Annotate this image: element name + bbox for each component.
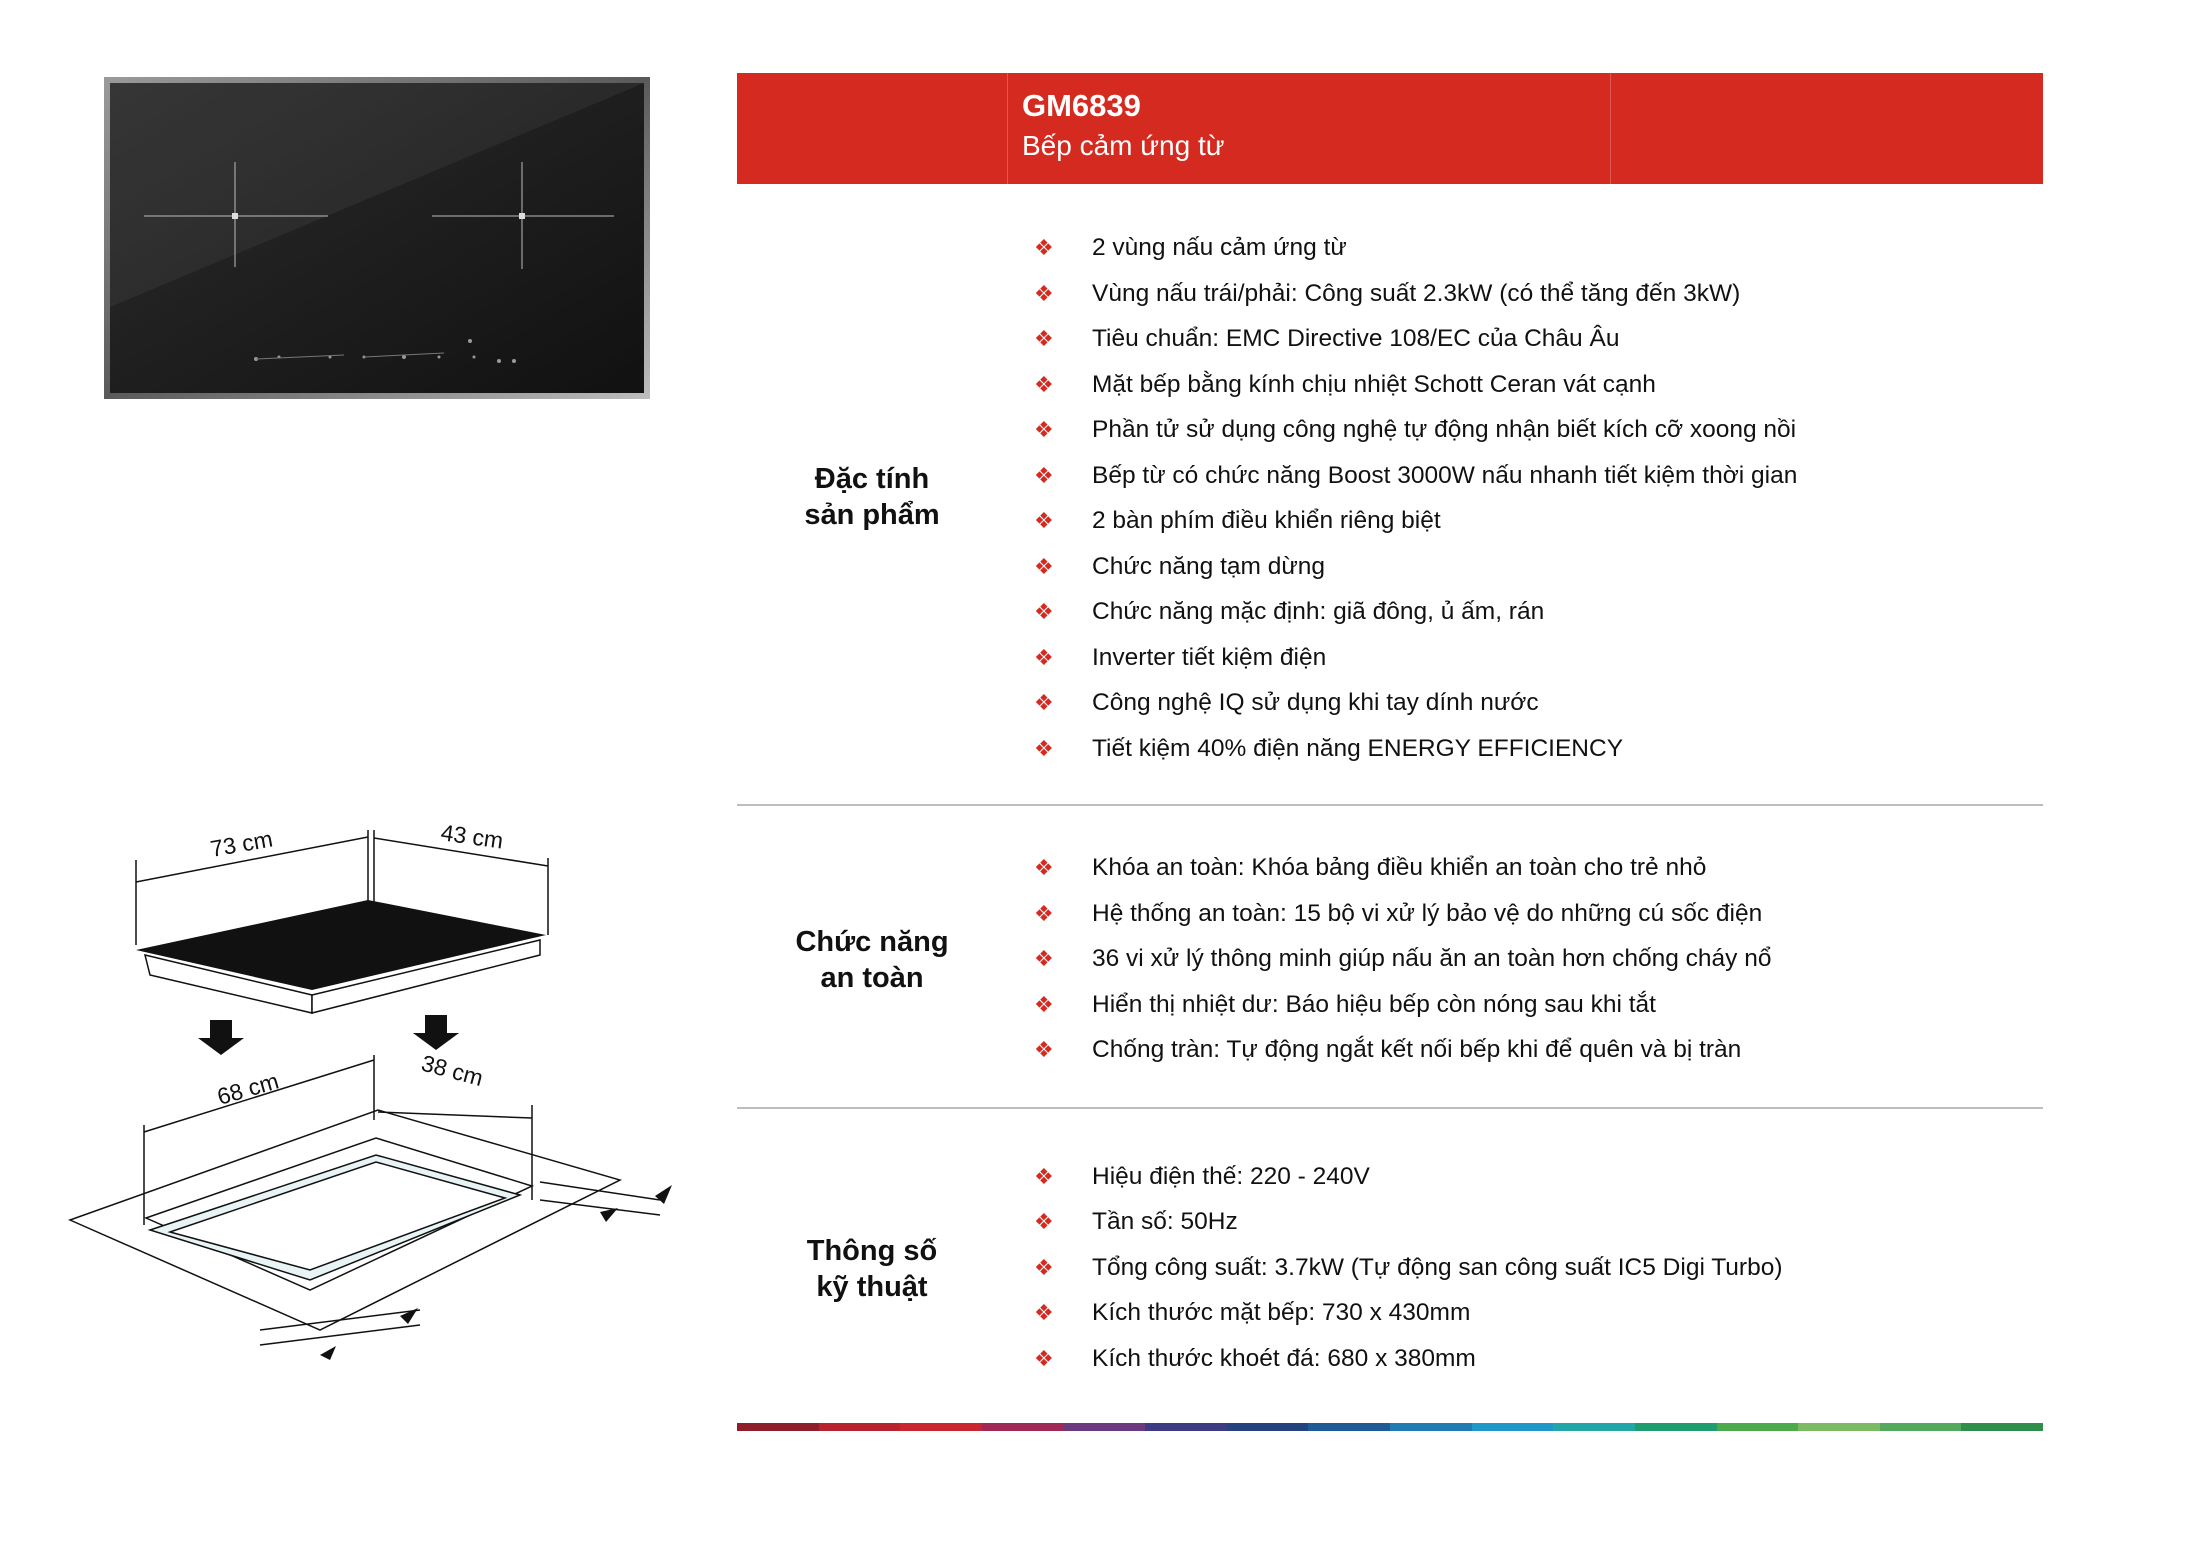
list-item: ❖ Inverter tiết kiệm điện xyxy=(1034,644,1327,671)
list-item: ❖ Khóa an toàn: Khóa bảng điều khiển an toàn cho trẻ nhỏ xyxy=(1034,854,1707,881)
list-item: ❖ 36 vi xử lý thông minh giúp nấu ăn an toàn hơn chống cháy nổ xyxy=(1034,945,1772,972)
list-item: ❖ Tần số: 50Hz xyxy=(1034,1208,1238,1235)
installation-dimension-diagram xyxy=(60,800,680,1360)
diamond-bullet-icon: ❖ xyxy=(1034,1346,1054,1371)
diamond-bullet-icon: ❖ xyxy=(1034,508,1054,533)
diamond-bullet-icon: ❖ xyxy=(1034,946,1054,971)
color-bar-segment xyxy=(819,1423,901,1431)
color-bar-segment xyxy=(1961,1423,2043,1431)
diamond-bullet-icon: ❖ xyxy=(1034,690,1054,715)
list-item: ❖ Vùng nấu trái/phải: Công suất 2.3kW (có thể tăng đến 3kW) xyxy=(1034,280,1741,307)
diamond-bullet-icon: ❖ xyxy=(1034,855,1054,880)
list-item: ❖ Tiêu chuẩn: EMC Directive 108/EC của Châu Âu xyxy=(1034,325,1620,352)
list-item: ❖ Bếp từ có chức năng Boost 3000W nấu nhanh tiết kiệm thời gian xyxy=(1034,462,1798,489)
color-bar-segment xyxy=(1227,1423,1309,1431)
section-title-features: Đặc tính sản phẩm xyxy=(804,463,940,531)
list-item: ❖ Tổng công suất: 3.7kW (Tự động san công suất IC5 Digi Turbo) xyxy=(1034,1254,1783,1281)
color-bar-segment xyxy=(1635,1423,1717,1431)
diamond-bullet-icon: ❖ xyxy=(1034,599,1054,624)
diamond-bullet-icon: ❖ xyxy=(1034,554,1054,579)
brand-color-bar xyxy=(737,1423,2043,1431)
dimension-label: 43 cm xyxy=(439,819,505,854)
diamond-bullet-icon: ❖ xyxy=(1034,372,1054,397)
list-item: ❖ Phần tử sử dụng công nghệ tự động nhận biết kích cỡ xoong nồi xyxy=(1034,416,1797,443)
list-item: ❖ Chức năng tạm dừng xyxy=(1034,553,1326,580)
list-item: ❖ 2 bàn phím điều khiển riêng biệt xyxy=(1034,507,1441,534)
diamond-bullet-icon: ❖ xyxy=(1034,417,1054,442)
cooktop-product-image xyxy=(104,77,650,399)
list-item: ❖ Hệ thống an toàn: 15 bộ vi xử lý bảo vệ do những cú sốc điện xyxy=(1034,900,1763,927)
color-bar-segment xyxy=(982,1423,1064,1431)
color-bar-segment xyxy=(1880,1423,1962,1431)
product-subtitle: Bếp cảm ứng từ xyxy=(1022,130,1225,161)
color-bar-segment xyxy=(737,1423,819,1431)
color-bar-segment xyxy=(1390,1423,1472,1431)
section-title-safety: Chức năng an toàn xyxy=(795,926,949,994)
dimension-label: 73 cm xyxy=(208,825,275,862)
dimension-label: 38 cm xyxy=(418,1049,486,1092)
list-item: ❖ Kích thước khoét đá: 680 x 380mm xyxy=(1034,1345,1476,1372)
list-item: ❖ Tiết kiệm 40% điện năng ENERGY EFFICIENCY xyxy=(1034,735,1624,762)
dimension-label: 68 cm xyxy=(214,1067,282,1110)
color-bar-segment xyxy=(1472,1423,1554,1431)
diamond-bullet-icon: ❖ xyxy=(1034,901,1054,926)
diamond-bullet-icon: ❖ xyxy=(1034,1209,1054,1234)
list-item: ❖ Kích thước mặt bếp: 730 x 430mm xyxy=(1034,1299,1471,1326)
color-bar-segment xyxy=(1308,1423,1390,1431)
diamond-bullet-icon: ❖ xyxy=(1034,1300,1054,1325)
section-divider xyxy=(737,1107,2043,1109)
list-item: ❖ Hiệu điện thế: 220 - 240V xyxy=(1034,1163,1370,1190)
list-item: ❖ Chống tràn: Tự động ngắt kết nối bếp khi để quên và bị tràn xyxy=(1034,1036,1742,1063)
diamond-bullet-icon: ❖ xyxy=(1034,645,1054,670)
diamond-bullet-icon: ❖ xyxy=(1034,736,1054,761)
section-title-specs: Thông số kỹ thuật xyxy=(806,1235,938,1303)
diamond-bullet-icon: ❖ xyxy=(1034,1037,1054,1062)
list-item: ❖ 2 vùng nấu cảm ứng từ xyxy=(1034,234,1347,261)
list-item: ❖ Hiển thị nhiệt dư: Báo hiệu bếp còn nóng sau khi tắt xyxy=(1034,991,1656,1018)
model-number: GM6839 xyxy=(1022,88,1141,123)
diamond-bullet-icon: ❖ xyxy=(1034,992,1054,1017)
list-item: ❖ Mặt bếp bằng kính chịu nhiệt Schott Ceran vát cạnh xyxy=(1034,371,1656,398)
color-bar-segment xyxy=(1064,1423,1146,1431)
diamond-bullet-icon: ❖ xyxy=(1034,463,1054,488)
diamond-bullet-icon: ❖ xyxy=(1034,235,1054,260)
diamond-bullet-icon: ❖ xyxy=(1034,281,1054,306)
color-bar-segment xyxy=(1145,1423,1227,1431)
section-divider xyxy=(737,804,2043,806)
color-bar-segment xyxy=(1717,1423,1799,1431)
list-item: ❖ Chức năng mặc định: giã đông, ủ ấm, rán xyxy=(1034,598,1545,625)
color-bar-segment xyxy=(900,1423,982,1431)
color-bar-segment xyxy=(1553,1423,1635,1431)
diamond-bullet-icon: ❖ xyxy=(1034,1255,1054,1280)
color-bar-segment xyxy=(1798,1423,1880,1431)
diamond-bullet-icon: ❖ xyxy=(1034,326,1054,351)
diamond-bullet-icon: ❖ xyxy=(1034,1164,1054,1189)
list-item: ❖ Công nghệ IQ sử dụng khi tay dính nước xyxy=(1034,689,1539,716)
product-header xyxy=(737,73,2043,184)
